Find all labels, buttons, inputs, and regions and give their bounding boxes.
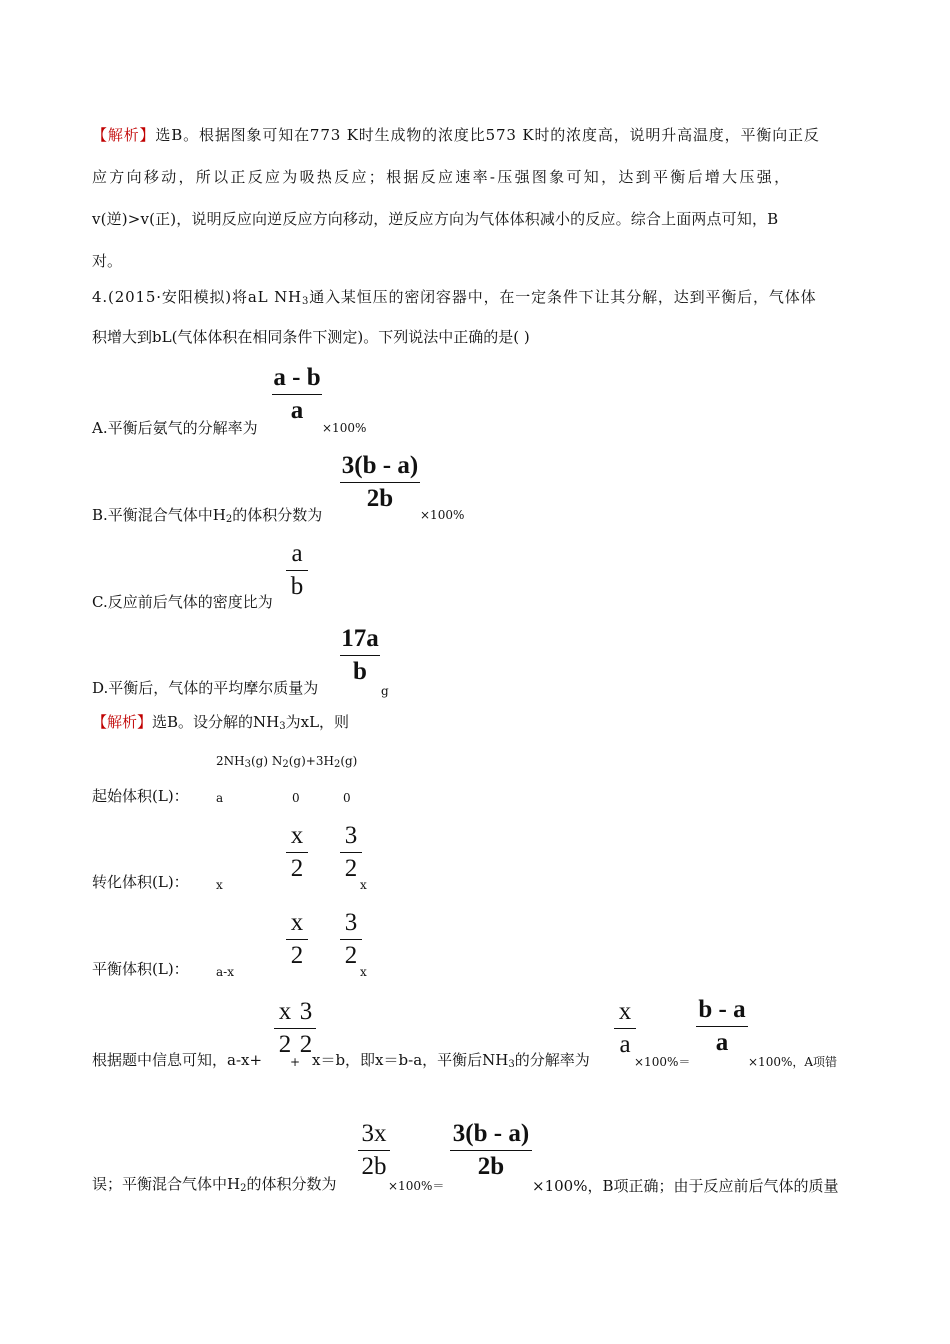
row-change-tail: x: [360, 878, 367, 892]
calc1-fraction-3-2: 3 2: [296, 998, 316, 1059]
reaction-equation: $2NH_3(g)$ $N_2(g)+3H_2(g)$: [216, 754, 358, 770]
option-b-fraction: 3(b - a) 2b: [341, 452, 419, 512]
calc1-text-b: +: [290, 1055, 301, 1069]
calc2-text-b: ×100%＝: [388, 1179, 445, 1193]
calc2-fraction-3ba-2b: 3(b - a) 2b: [450, 1120, 532, 1181]
analysis-intro: 【解析】选B。设分解的$NH_3$为xL，则: [92, 713, 350, 732]
row-initial-c3: 0: [343, 791, 351, 805]
row-initial-c2: 0: [292, 791, 300, 805]
row-change-fraction-2: 3 2: [340, 822, 362, 883]
analysis-paragraph-line1: 【解析】选B。根据图象可知在773 K时生成物的浓度比573 K时的浓度高，说明升高温度，平衡向正反: [92, 126, 820, 144]
row-equilibrium-fraction-2: 3 2: [340, 909, 362, 970]
row-initial-label: 起始体积(L)：: [92, 787, 189, 805]
row-change-label: 转化体积(L)：: [92, 873, 189, 891]
row-change-fraction-1: x 2: [286, 822, 308, 883]
row-equilibrium-c1: a-x: [216, 965, 234, 979]
analysis-paragraph-line4: 对。: [92, 252, 123, 270]
row-equilibrium-tail: x: [360, 965, 367, 979]
option-a-fraction: a - b a: [273, 364, 321, 424]
analysis-tag: 【解析】: [92, 126, 156, 144]
row-equilibrium-fraction-1: x 2: [286, 909, 308, 970]
option-d-text: D.平衡后，气体的平均摩尔质量为: [92, 679, 319, 697]
option-a-text: A.平衡后氨气的分解率为: [92, 419, 258, 437]
calc1-fraction-x-2: x 2: [274, 998, 296, 1059]
option-b-text: B.平衡混合气体中$H_2$的体积分数为: [92, 506, 323, 525]
calc1-text-c: x＝b，即x＝b-a，平衡后$NH_3$的分解率为: [312, 1051, 590, 1070]
option-a-suffix: ×100%: [322, 421, 367, 435]
calc2-text-a: 误；平衡混合气体中$H_2$的体积分数为: [92, 1175, 337, 1194]
row-change-c1: x: [216, 878, 223, 892]
analysis-paragraph-line3: v(逆)>v(正)，说明反应向逆反应方向移动，逆反应方向为气体体积减小的反应。综合上面两点可知，B: [92, 210, 779, 228]
row-equilibrium-label: 平衡体积(L)：: [92, 960, 189, 978]
calc1-fraction-x-a: x a: [614, 998, 636, 1059]
calc1-text-a: 根据题中信息可知，a-x+: [92, 1051, 263, 1069]
calc2-fraction-3x-2b: 3x 2b: [358, 1120, 390, 1181]
option-b-suffix: ×100%: [420, 508, 465, 522]
option-d-fraction: 17a b: [341, 625, 379, 685]
question-4-line2: 积增大到bL(气体体积在相同条件下测定)。下列说法中正确的是( ): [92, 328, 530, 346]
analysis-paragraph-line2: 应方向移动，所以正反应为吸热反应；根据反应速率-压强图象可知，达到平衡后增大压强，: [92, 168, 792, 186]
analysis-tag: 【解析】: [92, 713, 153, 731]
option-c-text: C.反应前后气体的密度比为: [92, 593, 273, 611]
option-d-suffix: g: [381, 684, 389, 698]
option-c-fraction: a b: [286, 540, 308, 601]
row-initial-c1: a: [216, 791, 224, 805]
calc1-text-d: ×100%＝: [634, 1055, 691, 1069]
calc1-fraction-b-a-over-a: b - a a: [696, 996, 748, 1057]
question-4-line1: 4.(2015·安阳模拟)将aL $NH_3$通入某恒压的密闭容器中，在一定条件下让其分解，达到平衡后，气体体: [92, 288, 817, 307]
calc1-text-e: ×100%，A项错: [748, 1055, 838, 1069]
calc2-text-c: ×100%，B项正确；由于反应前后气体的质量: [532, 1177, 839, 1195]
